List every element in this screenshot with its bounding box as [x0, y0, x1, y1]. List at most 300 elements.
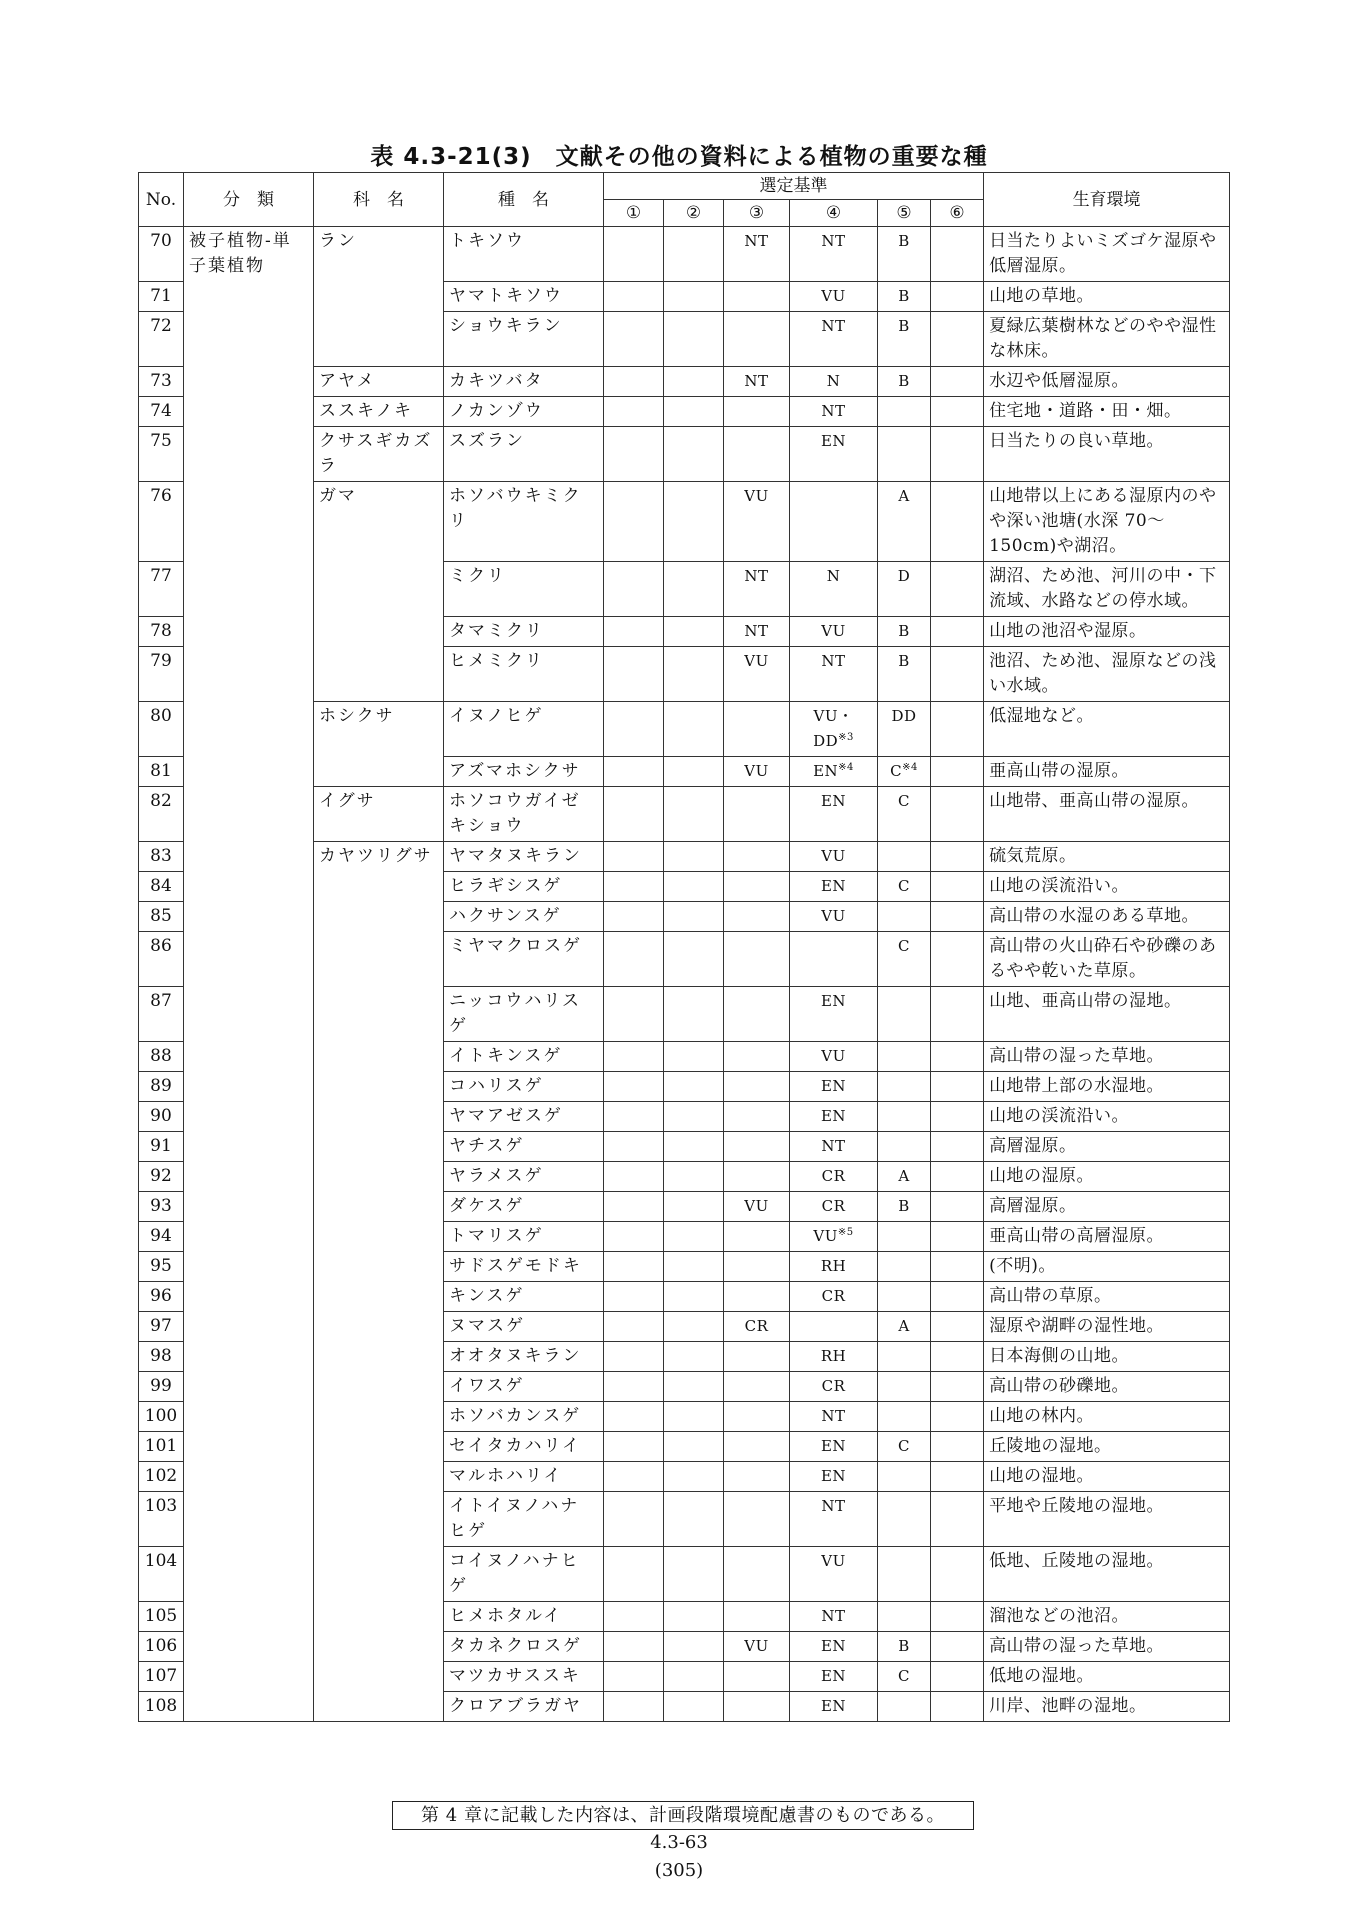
criteria-c6-cell — [931, 932, 984, 987]
criteria-c4-cell — [790, 1282, 878, 1312]
habitat-cell: 池沼、ため池、湿原などの浅い水域。 — [984, 647, 1230, 702]
criteria-c4-cell — [790, 427, 878, 482]
habitat-cell: 硫気荒原。 — [984, 842, 1230, 872]
row-no: 89 — [139, 1072, 184, 1102]
criteria-c2-cell — [664, 1312, 724, 1342]
criteria-c1-cell — [604, 932, 664, 987]
criteria-c1-cell — [604, 647, 664, 702]
habitat-cell: 高山帯の湿った草地。 — [984, 1042, 1230, 1072]
criteria-value: B — [898, 622, 910, 640]
criteria-value: B — [898, 1197, 910, 1215]
criteria-c4-cell — [790, 1662, 878, 1692]
criteria-c2-cell — [664, 282, 724, 312]
footnote-mark: ※4 — [838, 762, 854, 773]
habitat-cell: 平地や丘陵地の湿地。 — [984, 1492, 1230, 1547]
habitat-cell: 山地、亜高山帯の湿地。 — [984, 987, 1230, 1042]
criteria-c1-cell — [604, 1162, 664, 1192]
species-cell: ショウキラン — [444, 312, 604, 367]
species-cell: ハクサンスゲ — [444, 902, 604, 932]
row-no: 83 — [139, 842, 184, 872]
criteria-c3-cell — [724, 932, 790, 987]
criteria-c3-cell — [724, 397, 790, 427]
habitat-cell: 夏緑広葉樹林などのやや湿性な林床。 — [984, 312, 1230, 367]
criteria-c6-cell — [931, 482, 984, 562]
criteria-c4-cell — [790, 1192, 878, 1222]
criteria-c5-cell — [878, 367, 931, 397]
habitat-cell: 山地の渓流沿い。 — [984, 872, 1230, 902]
criteria-c6-cell — [931, 757, 984, 787]
row-no: 93 — [139, 1192, 184, 1222]
criteria-c1-cell — [604, 1282, 664, 1312]
criteria-c4-cell — [790, 1547, 878, 1602]
row-no: 95 — [139, 1252, 184, 1282]
criteria-c2-cell — [664, 397, 724, 427]
habitat-cell: 高山帯の砂礫地。 — [984, 1372, 1230, 1402]
habitat-cell: 溜池などの池沼。 — [984, 1602, 1230, 1632]
criteria-c4-cell — [790, 757, 878, 787]
criteria-value: N — [826, 372, 841, 390]
criteria-value: VU — [821, 847, 846, 865]
criteria-c1-cell — [604, 1312, 664, 1342]
criteria-c6-cell — [931, 1312, 984, 1342]
criteria-c3-cell — [724, 1132, 790, 1162]
row-no: 105 — [139, 1602, 184, 1632]
criteria-c2-cell — [664, 1462, 724, 1492]
criteria-value: NT — [821, 1607, 846, 1625]
criteria-value: NT — [821, 1137, 846, 1155]
criteria-c4-cell — [790, 312, 878, 367]
species-cell: イワスゲ — [444, 1372, 604, 1402]
family-cell: ススキノキ — [314, 397, 444, 427]
row-no: 103 — [139, 1492, 184, 1547]
category-cell: 被子植物-単子葉植物 — [184, 227, 314, 1722]
criteria-c1-cell — [604, 1042, 664, 1072]
criteria-c5-cell — [878, 702, 931, 757]
criteria-value: EN — [820, 1667, 847, 1685]
criteria-c6-cell — [931, 1042, 984, 1072]
criteria-c2-cell — [664, 1372, 724, 1402]
criteria-value: C — [898, 937, 910, 955]
criteria-c4-cell — [790, 1162, 878, 1192]
criteria-c4-cell — [790, 1462, 878, 1492]
criteria-c3-cell — [724, 1462, 790, 1492]
criteria-c2-cell — [664, 757, 724, 787]
criteria-value: EN — [820, 432, 847, 450]
criteria-c5-cell — [878, 1102, 931, 1132]
criteria-value: NT — [744, 622, 769, 640]
header-habitat: 生育環境 — [984, 173, 1230, 227]
criteria-value: B — [898, 1637, 910, 1655]
criteria-c1-cell — [604, 1632, 664, 1662]
criteria-c6-cell — [931, 1462, 984, 1492]
species-cell: キンスゲ — [444, 1282, 604, 1312]
header-criteria-2: ② — [664, 200, 724, 227]
criteria-value: EN — [820, 1107, 847, 1125]
criteria-value: EN — [820, 992, 847, 1010]
family-cell: クサスギカズラ — [314, 427, 444, 482]
criteria-c2-cell — [664, 647, 724, 702]
species-cell: ニッコウハリスゲ — [444, 987, 604, 1042]
criteria-c1-cell — [604, 1072, 664, 1102]
header-criteria: 選定基準 — [604, 173, 984, 200]
criteria-c5-cell — [878, 647, 931, 702]
species-cell: トマリスゲ — [444, 1222, 604, 1252]
criteria-c4-cell — [790, 367, 878, 397]
criteria-c4-cell — [790, 1042, 878, 1072]
header-family: 科 名 — [314, 173, 444, 227]
criteria-c3-cell — [724, 1102, 790, 1132]
criteria-c3-cell — [724, 1252, 790, 1282]
criteria-c6-cell — [931, 872, 984, 902]
criteria-c1-cell — [604, 1252, 664, 1282]
criteria-c5-cell — [878, 1462, 931, 1492]
criteria-c5-cell — [878, 902, 931, 932]
row-no: 80 — [139, 702, 184, 757]
criteria-c1-cell — [604, 312, 664, 367]
criteria-c4-cell — [790, 282, 878, 312]
criteria-c2-cell — [664, 1162, 724, 1192]
criteria-c5-cell — [878, 872, 931, 902]
criteria-c6-cell — [931, 1132, 984, 1162]
header-criteria-3: ③ — [724, 200, 790, 227]
criteria-c4-cell — [790, 1342, 878, 1372]
criteria-c1-cell — [604, 1602, 664, 1632]
species-cell: カキツバタ — [444, 367, 604, 397]
criteria-value: VU — [821, 1552, 846, 1570]
family-cell: ホシクサ — [314, 702, 444, 787]
row-no: 75 — [139, 427, 184, 482]
row-no: 74 — [139, 397, 184, 427]
family-cell: アヤメ — [314, 367, 444, 397]
criteria-value: VU — [744, 487, 769, 505]
row-no: 70 — [139, 227, 184, 282]
criteria-c1-cell — [604, 562, 664, 617]
row-no: 96 — [139, 1282, 184, 1312]
criteria-c3-cell — [724, 1342, 790, 1372]
criteria-value: C — [898, 792, 910, 810]
criteria-c1-cell — [604, 1372, 664, 1402]
criteria-c2-cell — [664, 1662, 724, 1692]
species-cell: トキソウ — [444, 227, 604, 282]
criteria-c2-cell — [664, 1492, 724, 1547]
criteria-c1-cell — [604, 787, 664, 842]
criteria-c4-cell — [790, 1432, 878, 1462]
header-criteria-4: ④ — [790, 200, 878, 227]
criteria-c5-cell — [878, 1252, 931, 1282]
criteria-value: C — [898, 1667, 910, 1685]
habitat-cell: 亜高山帯の湿原。 — [984, 757, 1230, 787]
row-no: 79 — [139, 647, 184, 702]
criteria-c5-cell — [878, 482, 931, 562]
criteria-c3-cell — [724, 617, 790, 647]
table-body — [139, 227, 1230, 1722]
criteria-c6-cell — [931, 902, 984, 932]
footnote-mark: ※5 — [837, 1227, 854, 1238]
criteria-c5-cell — [878, 932, 931, 987]
criteria-value: EN — [820, 1437, 847, 1455]
criteria-c5-cell — [878, 1632, 931, 1662]
criteria-c4-cell — [790, 1632, 878, 1662]
habitat-cell: 日当たりよいミズゴケ湿原や低層湿原。 — [984, 227, 1230, 282]
criteria-value: VU — [744, 1197, 769, 1215]
row-no: 101 — [139, 1432, 184, 1462]
species-cell: アズマホシクサ — [444, 757, 604, 787]
criteria-c5-cell — [878, 312, 931, 367]
criteria-c6-cell — [931, 1662, 984, 1692]
criteria-c2-cell — [664, 1222, 724, 1252]
criteria-c1-cell — [604, 1342, 664, 1372]
criteria-c6-cell — [931, 1692, 984, 1722]
species-cell: ヤマトキソウ — [444, 282, 604, 312]
criteria-c1-cell — [604, 1547, 664, 1602]
criteria-c3-cell — [724, 787, 790, 842]
criteria-c4-cell — [790, 1492, 878, 1547]
criteria-c2-cell — [664, 1042, 724, 1072]
species-cell: ヤチスゲ — [444, 1132, 604, 1162]
habitat-cell: 川岸、池畔の湿地。 — [984, 1692, 1230, 1722]
species-cell: サドスゲモドキ — [444, 1252, 604, 1282]
species-cell: ヤマタヌキラン — [444, 842, 604, 872]
habitat-cell: 水辺や低層湿原。 — [984, 367, 1230, 397]
criteria-c3-cell — [724, 427, 790, 482]
criteria-c6-cell — [931, 1432, 984, 1462]
footnote-mark: ※4 — [902, 762, 918, 773]
criteria-c6-cell — [931, 1632, 984, 1662]
species-cell: ヤラメスゲ — [444, 1162, 604, 1192]
header-category: 分 類 — [184, 173, 314, 227]
criteria-c5-cell — [878, 1132, 931, 1162]
row-no: 87 — [139, 987, 184, 1042]
criteria-c3-cell — [724, 1222, 790, 1252]
row-no: 88 — [139, 1042, 184, 1072]
criteria-c1-cell — [604, 987, 664, 1042]
criteria-c6-cell — [931, 1402, 984, 1432]
criteria-value: NT — [821, 1407, 846, 1425]
criteria-c3-cell — [724, 702, 790, 757]
species-cell: イヌノヒゲ — [444, 702, 604, 757]
criteria-value: C — [898, 1437, 910, 1455]
criteria-c1-cell — [604, 397, 664, 427]
criteria-value: CR — [821, 1377, 846, 1395]
criteria-c5-cell — [878, 1492, 931, 1547]
habitat-cell: 山地の林内。 — [984, 1402, 1230, 1432]
criteria-c6-cell — [931, 312, 984, 367]
species-cell: ホソバカンスゲ — [444, 1402, 604, 1432]
criteria-value: B — [898, 232, 910, 250]
criteria-c4-cell — [790, 902, 878, 932]
criteria-c2-cell — [664, 617, 724, 647]
criteria-value: CR — [821, 1287, 846, 1305]
criteria-c1-cell — [604, 482, 664, 562]
criteria-c2-cell — [664, 482, 724, 562]
species-cell: ミヤマクロスゲ — [444, 932, 604, 987]
habitat-cell: 山地の池沼や湿原。 — [984, 617, 1230, 647]
habitat-cell: 山地帯以上にある湿原内のやや深い池塘(水深 70～150cm)や湖沼。 — [984, 482, 1230, 562]
footnote-mark: ※3 — [838, 732, 854, 743]
criteria-value: B — [898, 287, 910, 305]
species-cell: ヒメミクリ — [444, 647, 604, 702]
criteria-c4-cell — [790, 1602, 878, 1632]
criteria-c6-cell — [931, 617, 984, 647]
habitat-cell: 高山帯の湿った草地。 — [984, 1632, 1230, 1662]
criteria-c2-cell — [664, 312, 724, 367]
criteria-c5-cell — [878, 987, 931, 1042]
criteria-value: NT — [744, 372, 769, 390]
criteria-c5-cell — [878, 1602, 931, 1632]
criteria-c6-cell — [931, 1192, 984, 1222]
family-cell: ガマ — [314, 482, 444, 702]
criteria-c1-cell — [604, 1432, 664, 1462]
criteria-c5-cell — [878, 1072, 931, 1102]
criteria-c1-cell — [604, 1662, 664, 1692]
criteria-value: A — [898, 1167, 910, 1185]
criteria-c4-cell — [790, 562, 878, 617]
criteria-value: EN — [820, 1467, 847, 1485]
criteria-value: RH — [820, 1347, 847, 1365]
criteria-c4-cell — [790, 1312, 878, 1342]
criteria-c3-cell — [724, 647, 790, 702]
criteria-c3-cell — [724, 1492, 790, 1547]
habitat-cell: 高山帯の水湿のある草地。 — [984, 902, 1230, 932]
criteria-c6-cell — [931, 647, 984, 702]
criteria-c5-cell — [878, 1402, 931, 1432]
species-cell: ヌマスゲ — [444, 1312, 604, 1342]
habitat-cell: 日本海側の山地。 — [984, 1342, 1230, 1372]
criteria-c5-cell — [878, 1692, 931, 1722]
criteria-value: B — [898, 372, 910, 390]
criteria-value: VU — [744, 652, 769, 670]
criteria-value: VU — [744, 762, 769, 780]
criteria-c1-cell — [604, 282, 664, 312]
criteria-value: C — [898, 877, 910, 895]
row-no: 84 — [139, 872, 184, 902]
species-cell: タカネクロスゲ — [444, 1632, 604, 1662]
criteria-c4-cell — [790, 702, 878, 757]
criteria-value: EN — [820, 877, 847, 895]
row-no: 91 — [139, 1132, 184, 1162]
criteria-c2-cell — [664, 842, 724, 872]
criteria-c5-cell — [878, 1432, 931, 1462]
criteria-c2-cell — [664, 1252, 724, 1282]
species-cell: コハリスゲ — [444, 1072, 604, 1102]
criteria-c3-cell — [724, 1692, 790, 1722]
species-cell: ノカンゾウ — [444, 397, 604, 427]
criteria-value: A — [898, 1317, 910, 1335]
criteria-value: DD — [891, 707, 917, 725]
criteria-c3-cell — [724, 1282, 790, 1312]
criteria-c3-cell — [724, 227, 790, 282]
criteria-c2-cell — [664, 1192, 724, 1222]
criteria-c4-cell — [790, 932, 878, 987]
criteria-c1-cell — [604, 757, 664, 787]
criteria-c2-cell — [664, 562, 724, 617]
habitat-cell: 山地の湿地。 — [984, 1462, 1230, 1492]
criteria-c1-cell — [604, 1222, 664, 1252]
row-no: 108 — [139, 1692, 184, 1722]
criteria-c1-cell — [604, 872, 664, 902]
criteria-c3-cell — [724, 842, 790, 872]
species-cell: セイタカハリイ — [444, 1432, 604, 1462]
criteria-value: D — [897, 567, 911, 585]
criteria-c6-cell — [931, 367, 984, 397]
criteria-value: A — [898, 487, 910, 505]
species-cell: マツカサススキ — [444, 1662, 604, 1692]
habitat-cell: 山地の渓流沿い。 — [984, 1102, 1230, 1132]
criteria-c3-cell — [724, 757, 790, 787]
criteria-c5-cell — [878, 1312, 931, 1342]
criteria-c1-cell — [604, 1692, 664, 1722]
criteria-c6-cell — [931, 842, 984, 872]
criteria-c1-cell — [604, 1102, 664, 1132]
criteria-c2-cell — [664, 1402, 724, 1432]
habitat-cell: 湖沼、ため池、河川の中・下流域、水路などの停水域。 — [984, 562, 1230, 617]
criteria-c6-cell — [931, 1252, 984, 1282]
criteria-c5-cell — [878, 1372, 931, 1402]
criteria-c3-cell — [724, 1072, 790, 1102]
species-cell: ホソコウガイゼキショウ — [444, 787, 604, 842]
criteria-value: VU・DD — [813, 707, 854, 750]
criteria-c5-cell — [878, 1042, 931, 1072]
row-no: 100 — [139, 1402, 184, 1432]
criteria-c3-cell — [724, 367, 790, 397]
header-criteria-1: ① — [604, 200, 664, 227]
criteria-c2-cell — [664, 1602, 724, 1632]
criteria-c4-cell — [790, 1222, 878, 1252]
criteria-value: EN — [820, 1697, 847, 1715]
table-row — [139, 227, 1230, 282]
criteria-c3-cell — [724, 902, 790, 932]
row-no: 76 — [139, 482, 184, 562]
criteria-c4-cell — [790, 1102, 878, 1132]
species-cell: ダケスゲ — [444, 1192, 604, 1222]
criteria-c2-cell — [664, 932, 724, 987]
criteria-c3-cell — [724, 872, 790, 902]
species-cell: クロアブラガヤ — [444, 1692, 604, 1722]
criteria-value: NT — [821, 317, 846, 335]
row-no: 85 — [139, 902, 184, 932]
criteria-c6-cell — [931, 1162, 984, 1192]
criteria-c4-cell — [790, 1132, 878, 1162]
criteria-c6-cell — [931, 1547, 984, 1602]
criteria-c1-cell — [604, 227, 664, 282]
species-cell: イトイヌノハナヒゲ — [444, 1492, 604, 1547]
criteria-c4-cell — [790, 397, 878, 427]
family-cell: イグサ — [314, 787, 444, 842]
criteria-c6-cell — [931, 1602, 984, 1632]
criteria-c6-cell — [931, 1372, 984, 1402]
criteria-c2-cell — [664, 1432, 724, 1462]
criteria-c6-cell — [931, 1102, 984, 1132]
habitat-cell: 高山帯の草原。 — [984, 1282, 1230, 1312]
criteria-c1-cell — [604, 367, 664, 397]
criteria-c3-cell — [724, 1432, 790, 1462]
habitat-cell: (不明)。 — [984, 1252, 1230, 1282]
criteria-c6-cell — [931, 227, 984, 282]
row-no: 78 — [139, 617, 184, 647]
habitat-cell: 低地、丘陵地の湿地。 — [984, 1547, 1230, 1602]
criteria-c3-cell — [724, 282, 790, 312]
criteria-c2-cell — [664, 902, 724, 932]
criteria-c4-cell — [790, 872, 878, 902]
species-cell: イトキンスゲ — [444, 1042, 604, 1072]
habitat-cell: 低湿地など。 — [984, 702, 1230, 757]
table-header — [139, 173, 1230, 227]
row-no: 106 — [139, 1632, 184, 1662]
criteria-c5-cell — [878, 1192, 931, 1222]
criteria-c2-cell — [664, 227, 724, 282]
species-cell: マルホハリイ — [444, 1462, 604, 1492]
criteria-c5-cell — [878, 757, 931, 787]
